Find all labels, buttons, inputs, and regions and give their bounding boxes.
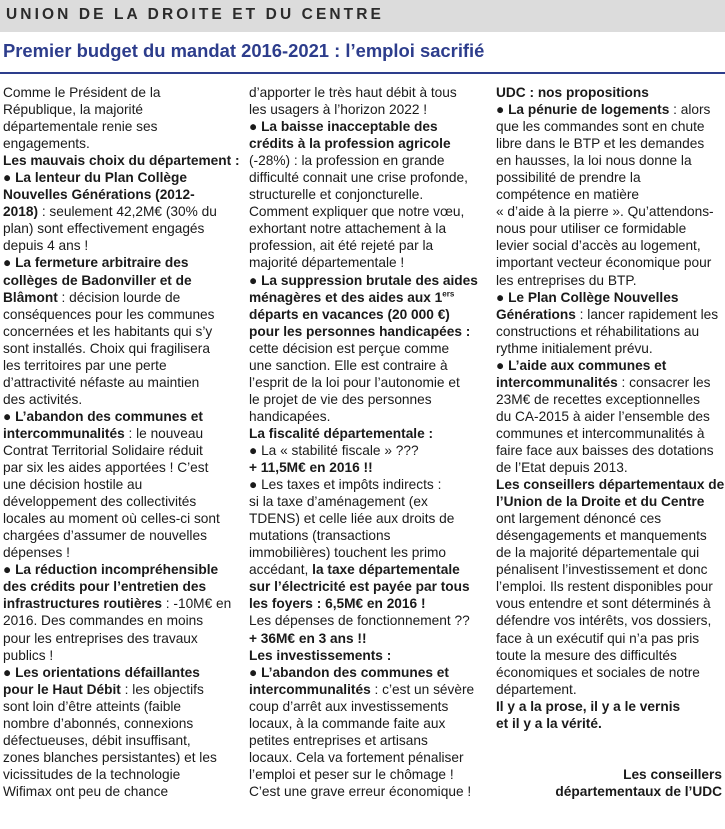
text-span: : c’est un sévère [370,681,475,697]
text-line [3,237,239,254]
text-span: exhortant notre attachement à la [249,221,447,237]
text-span: ● L’aide aux communes et [496,357,667,373]
text-span: toute la mesure des difficultés [496,647,677,663]
text-line [249,357,487,374]
text-span: le projet de vie des personnes [249,391,432,407]
text-span: défendre vos intérêts, vos dossiers, [496,613,712,629]
text-span: locaux, à la commande faite aux [249,715,446,731]
text-line [496,578,722,595]
article-title: Premier budget du mandat 2016-2021 : l’emploi sacrifié [3,40,485,61]
text-span: les entreprises du BTP. [496,272,637,288]
text-line [249,84,487,101]
text-line [496,323,722,340]
text-line [249,408,487,425]
text-span: nous pour utiliser ce formidable [496,221,687,237]
text-span: + 36M€ en 3 ans !! [249,630,367,646]
text-line [496,595,722,612]
text-span: locaux. Cela va fortement pénaliser [249,749,464,765]
text-line [496,118,722,135]
text-line [249,186,487,203]
text-line [496,374,722,391]
text-line [249,272,487,289]
text-span: UDC : nos propositions [496,85,649,100]
text-span: ● Les orientations défaillantes [3,664,200,680]
text-line [496,272,722,289]
text-span: des crédits pour l’entretien des [3,579,207,595]
text-span: désengagements et manquements [496,528,707,544]
text-line [496,783,722,800]
text-span: Blâmont [3,289,58,305]
text-line [249,493,487,510]
text-span: : les objectifs [120,681,204,697]
text-line [249,220,487,237]
text-span: dépenses ! [3,545,70,561]
text-line [3,408,239,425]
text-line [496,425,722,442]
text-span: ménagères et des aides aux 1 [249,289,443,305]
text-line [249,135,487,152]
text-line [3,272,239,289]
text-span: zones blanches persistantes) et les [3,749,217,765]
text-span: publics ! [3,647,54,663]
text-line [249,289,487,306]
text-span: par six les aides apportées ! C’est [3,460,209,476]
text-span: les foyers : 6,5M€ en 2016 ! [249,596,426,612]
text-line [3,169,239,186]
text-span: : -10M€ en [161,596,232,612]
text-span: : lancer rapidement les [575,306,719,322]
text-span: l’esprit de la loi pour l’autonomie et [249,374,460,390]
text-line [249,783,487,800]
text-line [3,783,239,800]
text-span: des activités. [3,391,83,407]
text-line [249,391,487,408]
text-line [3,595,239,612]
text-line [496,340,722,357]
text-line [496,220,722,237]
text-line [3,612,239,629]
text-line [3,732,239,749]
text-line [3,254,239,271]
org-name: UNION DE LA DROITE ET DU CENTRE [6,6,384,23]
text-span: locales au moment où celles-ci sont [3,511,220,527]
text-span: ● La fermeture arbitraire des [3,255,189,271]
text-span: C’est une grave erreur économique ! [249,783,472,799]
text-span: la taxe départementale [312,562,460,578]
text-line [3,135,239,152]
text-line [3,544,239,561]
text-line [249,254,487,271]
text-span: libre dans le BTP et les demandes [496,136,705,152]
text-line [3,323,239,340]
text-line [249,630,487,647]
text-line [3,766,239,783]
text-span: cette décision est perçue comme [249,340,450,356]
text-line [496,306,722,323]
text-line [3,340,239,357]
text-line [3,493,239,510]
text-line [496,647,722,664]
text-span: départementale renie ses [3,119,158,135]
text-span: intercommunalités [249,681,371,697]
text-line [249,681,487,698]
text-line [3,578,239,595]
text-span: accédant, [249,562,313,578]
text-span: pénalisent l’investissement et donc [496,562,708,578]
text-line [249,323,487,340]
text-line [249,476,487,493]
text-line [249,169,487,186]
text-span: ● L’abandon des communes et [3,408,203,424]
text-span: mutations (transactions [249,528,391,544]
text-line [249,647,487,664]
text-line [3,306,239,323]
text-line [249,425,487,442]
text-line [3,698,239,715]
text-span: ● La lenteur du Plan Collège [3,170,187,186]
text-span: du CA-2015 à aider l’ensemble des [496,408,710,424]
text-span: de la majorité départementale qui [496,545,700,561]
text-span: possibilité de prendre la [496,170,641,186]
text-line [3,101,239,118]
text-span: et il y a la vérité. [496,715,602,731]
text-line [496,561,722,578]
text-span: l’emploi et peser sur le chômage ! [249,766,454,782]
text-line [3,749,239,766]
text-line [249,459,487,476]
text-span: majorité départementale ! [249,255,405,271]
text-span: Les conseillers [623,766,722,782]
text-line [496,391,722,408]
column-3 [496,84,725,800]
text-line [249,749,487,766]
text-span: profession, ait été rejeté par la [249,238,434,254]
text-line [249,203,487,220]
text-span: d’attractivité néfaste au maintien [3,374,200,390]
text-line [496,84,722,101]
text-span: ● La réduction incompréhensible [3,562,219,578]
text-span: petites entreprises et artisans [249,732,428,748]
text-line [496,527,722,544]
text-span: départs en vacances (20 000 €) [249,306,450,322]
text-span: en hausses, la loi nous donne la [496,153,692,169]
text-span: (-28%) : la profession en grande [249,153,445,169]
text-span: que les commandes sont en chute [496,119,705,135]
text-line [3,84,239,101]
text-span: nombre d’abonnés, connexions [3,715,194,731]
text-span: les usagers à l’horizon 2022 ! [249,102,428,118]
text-span: intercommunalités [3,425,125,441]
text-line [496,476,725,493]
text-span: ● La suppression brutale des aides [249,272,478,288]
text-line [249,664,487,681]
text-span: compétence en matière [496,187,640,203]
text-line [3,510,239,527]
text-line [3,425,239,442]
text-span: Générations [496,306,576,322]
text-span: important vecteur économique pour [496,255,712,271]
text-line [3,152,239,169]
text-line [3,459,239,476]
text-span: de l’Etat depuis 2013. [496,460,628,476]
text-span: 2016. Des commandes en moins [3,613,204,629]
text-line [496,493,722,510]
title-rule [0,72,725,74]
text-line [496,442,722,459]
text-span: levier social d’accès au logement, [496,238,701,254]
text-span: Les mauvais choix du département : [3,153,240,169]
text-span: TDENS) et celle liée aux droits de [249,511,455,527]
text-line [249,612,487,629]
text-span: départementaux de l’UDC [555,783,722,799]
text-line [496,698,722,715]
text-line [3,681,239,698]
text-line [3,289,239,306]
text-line [496,186,722,203]
text-line [496,135,722,152]
text-line [3,476,239,493]
text-span: conséquences pour les communes [3,306,215,322]
text-span: Nouvelles Générations (2012- [3,187,195,203]
text-line [249,101,487,118]
text-span: plan) sont effectivement engagés [3,221,205,237]
text-span: Les investissements : [249,647,392,663]
text-line [249,510,487,527]
text-span: collèges de Badonviller et de [3,272,192,288]
text-span: sur l’électricité est payée par tous [249,579,470,595]
text-span: ● Le Plan Collège Nouvelles [496,289,679,305]
text-span: pour les entreprises des travaux [3,630,198,646]
text-line [3,442,239,459]
text-line [496,749,722,766]
text-line [3,374,239,391]
text-span: pour le Haut Débit [3,681,121,697]
text-line [3,186,239,203]
text-span: si la taxe d’aménagement (ex [249,494,428,510]
text-span: 23M€ de recettes exceptionnelles [496,391,700,407]
text-span: République, la majorité [3,102,143,118]
text-line [3,527,239,544]
text-line [249,715,487,732]
text-span: chargées d’assumer de nouvelles [3,528,207,544]
text-span: La fiscalité départementale : [249,425,434,441]
text-span: Il y a la prose, il y a le vernis [496,698,681,714]
text-span: défectueuses, débit insuffisant, [3,732,191,748]
text-span: immobilières) touchent les primo [249,545,447,561]
text-line [249,442,487,459]
text-line [249,527,487,544]
superscript: ers [442,289,455,298]
text-span: structurelle et conjoncturelle. [249,187,424,203]
text-span: : décision lourde de [57,289,181,305]
text-line [249,374,487,391]
text-span: l’emploi. Ils restent disponibles pour [496,579,713,595]
text-line [3,715,239,732]
text-line [249,306,487,323]
text-span: sont installés. Choix qui fragilisera [3,340,210,356]
text-span: coup d’arrêt aux investissements [249,698,449,714]
text-span: face à un exécutif qui n’a pas pris [496,630,700,646]
text-span: infrastructures routières [3,596,162,612]
text-line [3,561,239,578]
text-span: concernées et les habitants qui s’y [3,323,213,339]
text-span: les territoires par une perte [3,357,167,373]
text-span: crédits à la profession agricole [249,136,451,152]
text-line [496,732,722,749]
text-span: vicissitudes de la technologie [3,766,181,782]
text-span: une décision hostile au [3,477,143,493]
text-span: ont largement dénoncé ces [496,511,662,527]
text-span: Comment expliquer que notre vœu, [249,204,465,220]
text-line [496,408,722,425]
text-line [3,220,239,237]
text-line [3,391,239,408]
text-line [3,203,239,220]
text-line [496,510,722,527]
text-line [3,357,239,374]
text-line [496,544,722,561]
text-span: département. [496,681,577,697]
text-span: vous entendre et sont déterminés à [496,596,711,612]
text-span: d’apporter le très haut débit à tous [249,85,457,100]
text-line [249,152,487,169]
text-line [496,203,722,220]
text-line [496,254,722,271]
text-line [249,237,487,254]
text-line [249,766,487,783]
text-span: engagements. [3,136,90,152]
text-span: pour les personnes handicapées : [249,323,471,339]
text-span: ● Les taxes et impôts indirects : [249,477,442,493]
text-span: une sanction. Elle est contraire à [249,357,448,373]
text-line [3,664,239,681]
text-span: économiques et sociales de notre [496,664,700,680]
text-line [496,612,722,629]
text-span: Les dépenses de fonctionnement ?? [249,613,470,629]
text-line [249,578,487,595]
text-span: faire face aux baisses des dotations [496,442,714,458]
text-line [496,459,722,476]
text-span: + 11,5M€ en 2016 !! [249,460,373,476]
text-span: rythme initialement prévu. [496,340,653,356]
text-span: intercommunalités [496,374,618,390]
text-span: ● L’abandon des communes et [249,664,449,680]
text-line [249,595,487,612]
text-line [249,698,487,715]
text-span: : consacrer les [617,374,711,390]
text-line [496,766,722,783]
text-span: sont loin d’être atteints (faible [3,698,182,714]
text-line [496,289,722,306]
text-span: : alors [669,102,711,118]
text-span: depuis 4 ans ! [3,238,89,254]
text-span: ● La « stabilité fiscale » ??? [249,442,419,458]
text-span: ● La baisse inacceptable des [249,119,438,135]
text-line [496,357,722,374]
text-line [249,732,487,749]
text-span: « d’aide à la pierre ». Qu’attendons- [496,204,714,220]
text-span: constructions et réhabilitations au [496,323,700,339]
text-line [3,630,239,647]
text-span: : seulement 42,2M€ (30% du [38,204,217,220]
text-line [249,544,487,561]
text-line [496,237,722,254]
text-span: l’Union de la Droite et du Centre [496,494,705,510]
text-span: Les conseillers départementaux de [496,477,725,493]
text-span: Comme le Président de la [3,85,161,100]
text-span: handicapées. [249,408,331,424]
text-line [249,118,487,135]
text-line [496,664,722,681]
text-span: communes et intercommunalités à [496,425,705,441]
column-2 [249,84,487,800]
text-line [249,561,487,578]
column-1 [3,84,239,800]
text-line [496,101,722,118]
text-line [3,118,239,135]
text-line [496,152,722,169]
text-span: difficulté connait une crise profonde, [249,170,468,186]
text-line [3,647,239,664]
text-span: ● La pénurie de logements [496,102,670,118]
text-line [249,340,487,357]
text-span: 2018) [3,204,39,220]
text-span: développement des collectivités [3,494,197,510]
text-span: : le nouveau [124,425,204,441]
text-line [496,630,722,647]
text-line [496,715,722,732]
text-line [496,681,722,698]
text-line [496,169,722,186]
text-span: Contrat Territorial Solidaire réduit [3,442,203,458]
text-span: Wifimax ont peu de chance [3,783,169,799]
